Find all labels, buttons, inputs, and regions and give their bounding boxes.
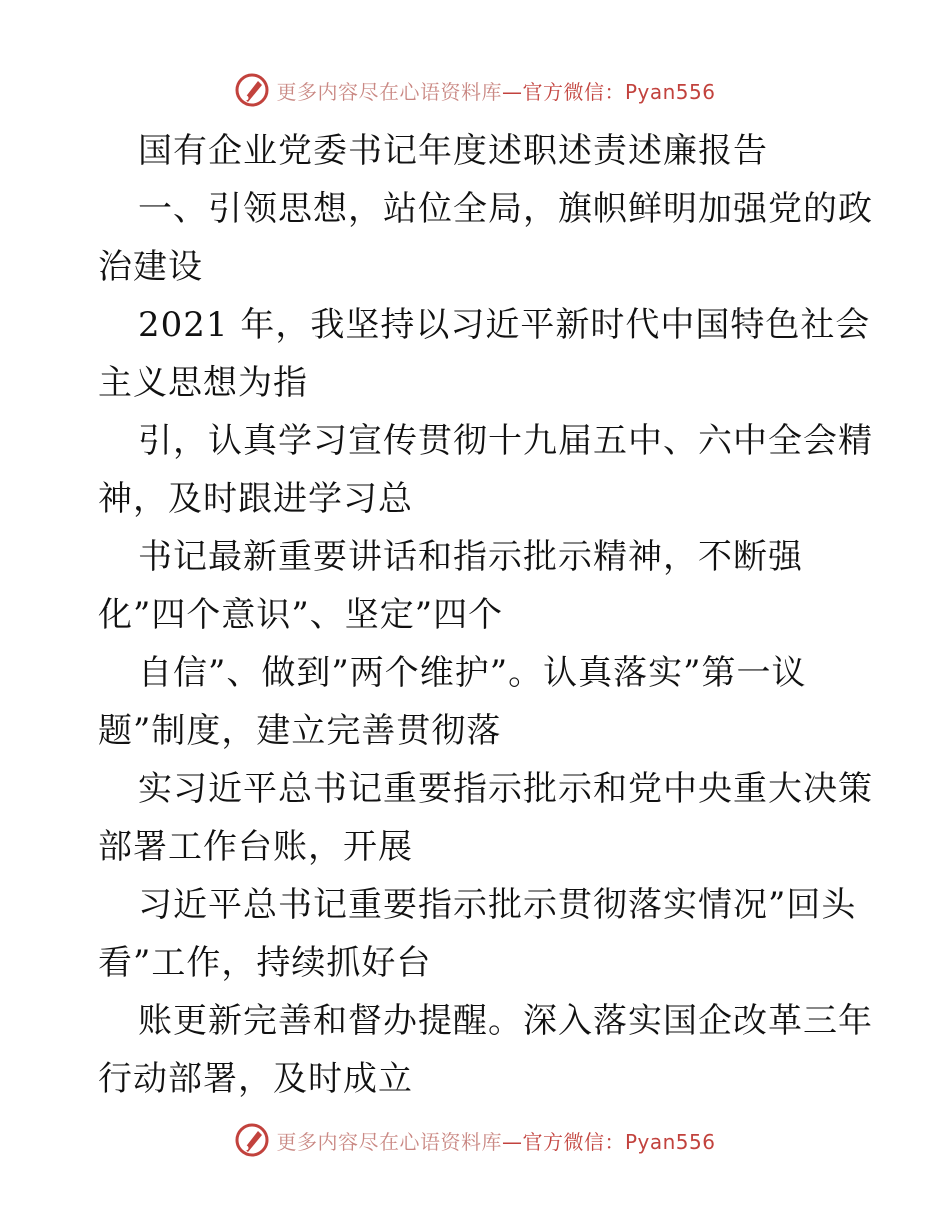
watermark-separator: — [501, 79, 523, 104]
paragraph-line: 部署工作台账，开展 [98, 827, 413, 867]
paragraph [98, 992, 873, 1108]
document-body [98, 122, 873, 1108]
paragraph [98, 760, 873, 876]
paragraph-line: 习近平总书记重要指示批示贯彻落实情况”回头 [138, 885, 857, 925]
paragraph-line: 账更新完善和督办提醒。深入落实国企改革三年 [138, 1001, 873, 1041]
watermark-brand: 更多内容尽在心语资料库 [276, 1129, 502, 1154]
watermark-brand: 更多内容尽在心语资料库 [276, 79, 502, 104]
paragraph [98, 180, 873, 296]
paragraph [98, 412, 873, 528]
watermark-footer [0, 1122, 950, 1158]
paragraph [98, 296, 871, 412]
watermark-account: 官方微信：Pyan556 [522, 79, 716, 104]
paragraph-line: 2021 年，我坚持以习近平新时代中国特色社会 [138, 305, 871, 345]
pen-seal-icon [234, 72, 270, 108]
watermark-header [0, 72, 950, 108]
watermark-text [276, 1126, 715, 1155]
watermark-account: 官方微信：Pyan556 [522, 1129, 716, 1154]
paragraph-line: 书记最新重要讲话和指示批示精神，不断强 [138, 537, 803, 577]
paragraph [98, 644, 858, 760]
paragraph-line: 看”工作，持续抓好台 [98, 943, 432, 983]
paragraph-line: 主义思想为指 [98, 363, 308, 403]
paragraph [98, 528, 858, 644]
paragraph-line: 神，及时跟进学习总 [98, 479, 413, 519]
pen-seal-icon [234, 1122, 270, 1158]
paragraph [98, 876, 858, 992]
paragraph-line: 引，认真学习宣传贯彻十九届五中、六中全会精 [138, 421, 873, 461]
paragraph-line: 实习近平总书记重要指示批示和党中央重大决策 [138, 769, 873, 809]
paragraph-line: 行动部署，及时成立 [98, 1059, 413, 1099]
paragraph-line: 治建设 [98, 247, 203, 287]
paragraph-line: 一、引领思想，站位全局，旗帜鲜明加强党的政 [138, 189, 873, 229]
paragraph-line: 自信”、做到”两个维护”。认真落实”第一议 [138, 653, 807, 693]
watermark-text [276, 76, 715, 105]
paragraph-line: 题”制度，建立完善贯彻落 [98, 711, 502, 751]
document-title: 国有企业党委书记年度述职述责述廉报告 [138, 131, 768, 171]
watermark-separator: — [501, 1129, 523, 1154]
paragraph-line: 化”四个意识”、坚定”四个 [98, 595, 504, 635]
